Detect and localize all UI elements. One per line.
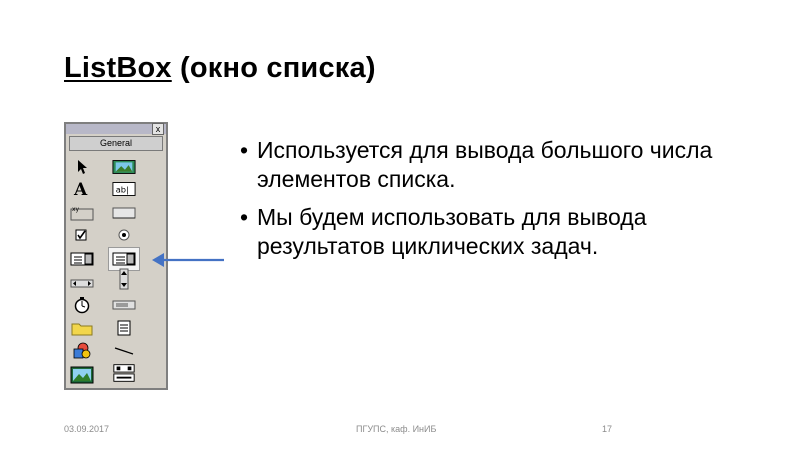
bullet-text: Используется для вывода большого числа элементов списка. — [257, 137, 713, 192]
drivelistbox-icon[interactable] — [112, 296, 136, 314]
image-icon[interactable] — [70, 366, 94, 384]
combobox-icon[interactable] — [70, 250, 94, 268]
toolbox-titlebar — [66, 124, 166, 134]
svg-text:ab|: ab| — [115, 184, 129, 195]
vscrollbar-icon[interactable] — [112, 270, 136, 288]
picturebox-icon[interactable] — [112, 158, 136, 176]
bullet-dot: • — [240, 204, 249, 230]
bullet-item — [240, 136, 760, 194]
close-icon[interactable]: x — [152, 123, 164, 135]
data-control-icon[interactable] — [112, 364, 136, 382]
toolbox-general-header[interactable]: General — [69, 136, 163, 151]
commandbutton-icon[interactable] — [112, 204, 136, 222]
bullet-list — [240, 136, 760, 270]
bullet-item — [240, 203, 760, 261]
bullet-dot: • — [240, 137, 249, 163]
checkbox-icon[interactable] — [70, 226, 94, 244]
title-listbox: ListBox — [64, 52, 172, 84]
pointer-arrow — [150, 248, 226, 272]
hscrollbar-icon[interactable] — [70, 274, 94, 292]
pointer-icon[interactable] — [70, 158, 94, 176]
title-subtitle: (окно списка) — [171, 52, 376, 84]
optionbutton-icon[interactable] — [112, 226, 136, 244]
line-icon[interactable] — [112, 342, 136, 360]
shape-icon[interactable] — [70, 342, 94, 360]
timer-icon[interactable] — [70, 296, 94, 314]
dirlistbox-icon[interactable] — [70, 319, 94, 337]
footer-date: 03.09.2017 — [64, 424, 110, 434]
filelistbox-icon[interactable] — [112, 319, 136, 337]
footer-page-number: 17 — [602, 424, 613, 434]
label-icon[interactable] — [70, 180, 94, 198]
textbox-icon[interactable] — [112, 180, 136, 198]
footer-center: ПГУПС, каф. ИнИБ — [356, 424, 437, 434]
frame-icon[interactable] — [70, 204, 94, 222]
bullet-text: Мы будем использовать для вывода результатов циклических задач. — [257, 204, 647, 259]
svg-text:A: A — [74, 180, 88, 198]
svg-text:xy: xy — [72, 206, 80, 213]
slide-title — [64, 52, 376, 85]
